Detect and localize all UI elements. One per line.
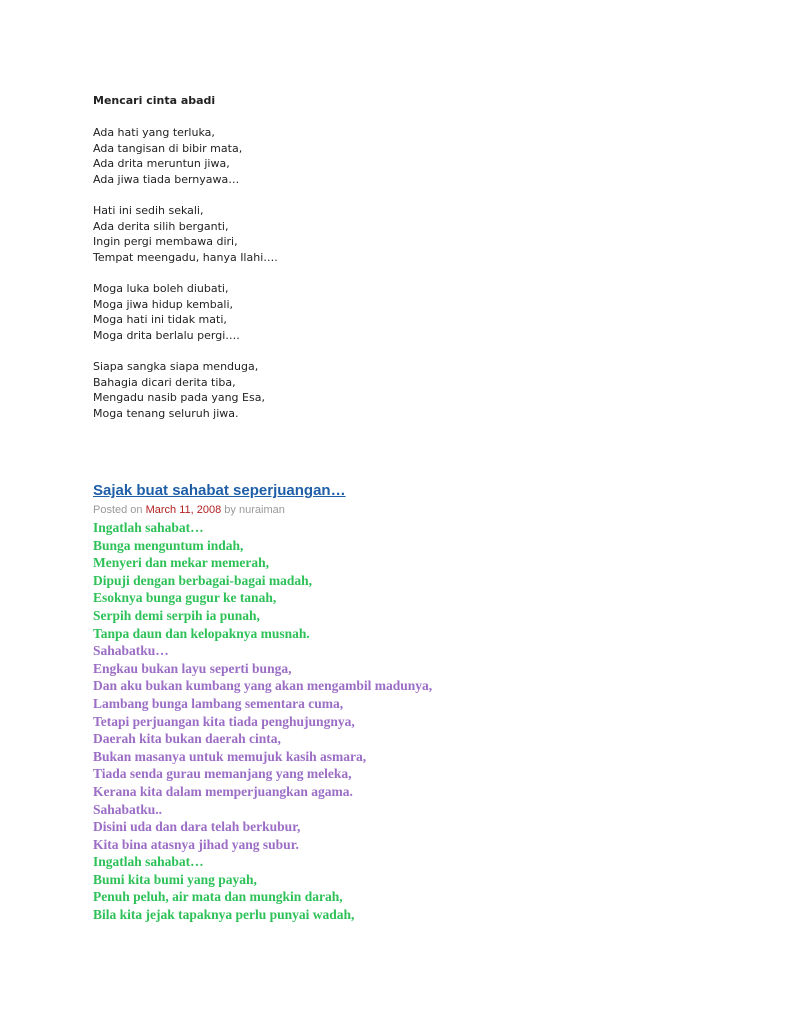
verse-line: Dipuji dengan berbagai-bagai madah, bbox=[93, 572, 313, 588]
stanza-4 bbox=[93, 359, 753, 421]
verse-line: Disini uda dan dara telah berkubur, bbox=[93, 819, 301, 835]
poem-line: Ada derita silih berganti, bbox=[93, 219, 229, 233]
poem-line: Mengadu nasib pada yang Esa, bbox=[93, 391, 265, 404]
verse-line: Kita bina atasnya jihad yang subur. bbox=[93, 836, 299, 852]
verse-line: Sahabatku… bbox=[93, 643, 169, 659]
verse-line: Bunga menguntum indah, bbox=[93, 537, 244, 553]
poem-line: Ada drita meruntun jiwa, bbox=[93, 157, 230, 170]
verse-line: Bila kita jejak tapaknya perlu punyai wadah, bbox=[93, 907, 355, 923]
verse-line: Penuh peluh, air mata dan mungkin darah, bbox=[93, 889, 343, 905]
poem-line: Moga hati ini tidak mati, bbox=[93, 313, 227, 326]
stanza-2 bbox=[93, 203, 753, 265]
poem-line: Ada tangisan di bibir mata, bbox=[93, 141, 243, 155]
verse-line: Tanpa daun dan kelopaknya musnah. bbox=[93, 625, 310, 641]
post-date-link[interactable]: March 11, 2008 bbox=[145, 504, 222, 516]
poem-section bbox=[93, 93, 753, 437]
verse-line: Bukan masanya untuk memujuk kasih asmara, bbox=[93, 748, 367, 764]
poem-line: Moga tenang seluruh jiwa. bbox=[93, 406, 239, 420]
post-meta bbox=[93, 503, 753, 518]
verse-line: Kerana kita dalam memperjuangkan agama. bbox=[93, 783, 353, 799]
post-title-link[interactable]: Sajak buat sahabat seperjuangan… bbox=[93, 482, 346, 499]
verse-line: Dan aku bukan kumbang yang akan mengambil madunya, bbox=[93, 678, 433, 694]
poem-line: Bahagia dicari derita tiba, bbox=[93, 375, 236, 389]
verse-line: Menyeri dan mekar memerah, bbox=[93, 555, 269, 571]
stanza-1 bbox=[93, 125, 753, 187]
verse-line: Bumi kita bumi yang payah, bbox=[93, 871, 257, 887]
verse-line: Ingatlah sahabat… bbox=[93, 520, 204, 535]
verse-line: Sahabatku.. bbox=[93, 801, 163, 817]
post-verse bbox=[93, 519, 753, 924]
post-author-link[interactable]: nuraiman bbox=[238, 504, 285, 516]
verse-line: Ingatlah sahabat… bbox=[93, 854, 204, 870]
verse-line: Tiada senda gurau memanjang yang meleka, bbox=[93, 766, 352, 782]
poem-line: Ada hati yang terluka, bbox=[93, 126, 215, 139]
verse-line: Lambang bunga lambang sementara cuma, bbox=[93, 695, 344, 711]
poem-line: Tempat meengadu, hanya Ilahi…. bbox=[93, 250, 278, 264]
by-label: by bbox=[224, 504, 236, 516]
poem-line: Moga luka boleh diubati, bbox=[93, 282, 229, 295]
poem-line: Hati ini sedih sekali, bbox=[93, 204, 204, 217]
poem-title: Mencari cinta abadi bbox=[93, 94, 216, 107]
poem-line: Siapa sangka siapa menduga, bbox=[93, 360, 259, 373]
posted-on-label: Posted on bbox=[93, 504, 143, 516]
poem-line: Moga jiwa hidup kembali, bbox=[93, 297, 234, 311]
poem-line: Moga drita berlalu pergi…. bbox=[93, 328, 240, 342]
verse-line: Tetapi perjuangan kita tiada penghujungnya, bbox=[93, 713, 355, 729]
blog-post bbox=[93, 481, 753, 924]
poem-line: Ingin pergi membawa diri, bbox=[93, 235, 238, 248]
verse-line: Daerah kita bukan daerah cinta, bbox=[93, 731, 281, 747]
verse-line: Esoknya bunga gugur ke tanah, bbox=[93, 590, 277, 606]
poem-line: Ada jiwa tiada bernyawa… bbox=[93, 172, 240, 186]
stanza-3 bbox=[93, 281, 753, 343]
verse-line: Engkau bukan layu seperti bunga, bbox=[93, 660, 292, 676]
verse-line: Serpih demi serpih ia punah, bbox=[93, 607, 260, 623]
